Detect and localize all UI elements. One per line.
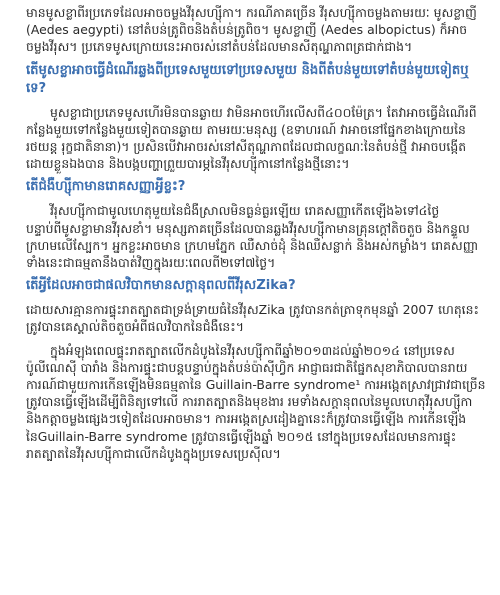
heading-zika-complications: តើអ្វីដែលអាចជាផលវិបាកមានសក្តានុពលពីវីរុសZika? — [26, 278, 296, 294]
paragraph-zika-symptoms: វីរុសហ្ស៊ីកាជាមូលហេតុមួយនៃជំងឺស្រាលមិនធ្ងន់ធ្ងរឡើយ រោគសញ្ញាកើតឡើង៦ទៅ៤ថ្ងៃ បន្ទាប់ពីមូសខ្លាមានវីរុសខាំ។ មនុស្សភាគច្រើនដែលបានឆ្លងវីរុសហ្ស៊ីកាមានគ្រុនក្តៅតិចតួច និងកន្ទួលក្រហមលើស្បែក។ អ្នកខ្លះអាចមាន ក្រហមភ្នែក ឈឺសាច់ដុំ និងឈឺសន្លាក់ និងអស់កម្លាំង។ រោគសញ្ញាទាំងនេះជាធម្មតានឹងបាត់វិញក្នុងរយៈពេលពី២ទៅ៧ថ្ងៃ។ — [26, 203, 479, 271]
paragraph-mosquito-types: មានមូសខ្លាពីរប្រភេទដែលអាចចម្លងវីរុសហ្ស៊ីកា។ ករណីភាគច្រើន វីរុសហ្ស៊ីកាចម្លងតាមរយៈ មូសខ្លាញី (Aedes aegypti) នៅតំបន់ត្រូពិចនិងតំបន់ត្រូពិច។ មូសខ្លាញី (Aedes albopictus) ក៏អាចចម្លងវីរុស។ ប្រភេទមូសក្រោយនេះអាចរស់នៅតំបន់ដែលមានសីតុណ្ហភាពត្រជាក់ជាង។ — [26, 5, 477, 55]
paragraph-zika-history: ដោយសារគ្មានការផ្ទុះរាតត្បាតជាទ្រង់ទ្រាយធំនៃវីរុសZika ត្រូវបានកត់ត្រាទុកមុនឆ្នាំ 2007 ហេតុនេះត្រូវបានគេស្គាល់តិចតួចអំពីផលវិបាកនៃជំងឺនេះ។ — [26, 302, 479, 335]
paragraph-guillain-barre: ក្នុងអំឡុងពេលផ្ទុះរាតត្បាតលើកដំបូងនៃវីរុសហ្ស៊ីកាពីឆ្នាំ២០១៣ដល់ឆ្នាំ២០១៤ នៅប្រទេសប៉ូលីណេស៊ី បារាំង និងការផ្ទុះជាបន្តបន្ទាប់ក្នុងតំបន់ប៉ាស៊ីហ្វិក អាជ្ញាធរជាតិផ្នែកសុខាភិបាលបានរាយការណ៍ជាមួយការកើនឡើងមិនធម្មតានៃ Guillain-Barre syndrome¹ ការអង្កេតស្រាវជ្រាវជាច្រើនត្រូវបានធ្វើឡើងដើម្បីពិនិត្យទៅលើ ការរាតត្បាតនិងមុខងារ រមទាំងសក្តានុពលនៃមូលហេតុវីរុសហ្ស៊ីកា និងកត្តាចម្លងផ្សេងៗទៀតដែលអាចមាន។ ការអង្កេតស្រដៀងគ្នានេះក៏ត្រូវបានធ្វើឡើង ការកើនឡើងនៃGuillain-Barre syndrome ត្រូវបានធ្វើឡើងឆ្នាំ ២០១៥ នៅក្នុងប្រទេសដែលមានការផ្ទុះរាតត្បាតនៃវីរុសហ្ស៊ីកាជាលើកដំបូងក្នុងប្រទេសប្រេស៊ីល។ — [26, 342, 486, 461]
paragraph-mosquito-travel: មូសខ្លាជាប្រភេទមូសហើរមិនបានឆ្ងាយ វាមិនអាចហើរលើសពី៤០០ម៉ែត្រ។ តែវាអាចធ្វើដំណើរពីកន្លែងមួយទៅកន្លែងមួយទៀតបានឆ្ងាយ តាមរយៈមនុស្ស (ឧទាហរណ៍ វាអាចនៅផ្នែកខាងក្រោយនៃរថយន្ត រុក្ខជាតិនានា)។ ប្រសិនបើវាអាចរស់នៅសីតុណ្ហភាពដែលជាលក្ខណៈនៃតំបន់ថ្មី វាអាចបង្កើតដោយខ្លួនឯងបាន និងបង្កបញ្ហាព្រួយបារម្ភនៃវីរុសហ្ស៊ីកានៅកន្លែងថ្មីនោះ។ — [26, 104, 477, 172]
heading-zika-symptoms: តើជំងឺហ្ស៊ីកាមានរោគសញ្ញាអ្វីខ្លះ? — [26, 179, 186, 195]
heading-mosquito-travel: តើមូសខ្លាអាចធ្វើដំណើរឆ្លងពីប្រទេសមួយទៅប្រទេសមួយ និងពីតំបន់មួយទៅតំបន់មួយទៀតឬទេ? — [26, 62, 469, 96]
